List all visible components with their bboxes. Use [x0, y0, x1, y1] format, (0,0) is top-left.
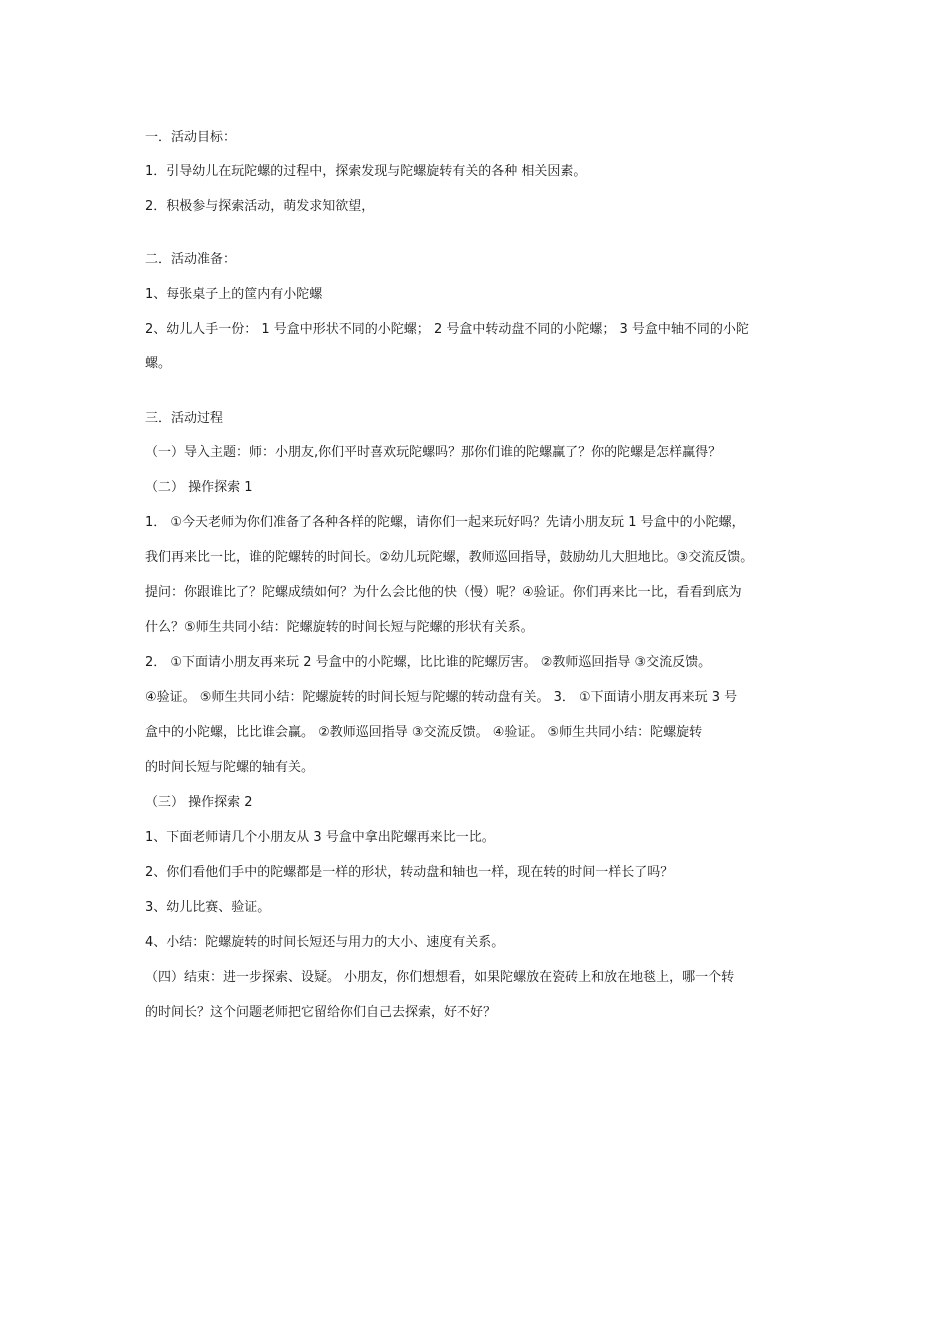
- explore-2-item-4: 4、小结：陀螺旋转的时间长短还与用力的大小、速度有关系。: [145, 935, 505, 950]
- paragraph-line: 什么？⑤师生共同小结：陀螺旋转的时间长短与陀螺的形状有关系。: [145, 620, 534, 635]
- subheading-explore-2: （三） 操作探索 2: [145, 795, 253, 810]
- explore-2-item-1: 1、下面老师请几个小朋友从 3 号盒中拿出陀螺再来比一比。: [145, 830, 495, 845]
- paragraph-line: 的时间长短与陀螺的轴有关。: [145, 760, 315, 775]
- preparation-item-2-cont: 螺。: [145, 356, 172, 371]
- paragraph-line: 盒中的小陀螺，比比谁会赢。 ②教师巡回指导 ③交流反馈。 ④验证。 ⑤师生共同小结：陀螺旋转: [145, 725, 703, 740]
- conclusion-line: 的时间长？这个问题老师把它留给你们自己去探索，好不好？: [145, 1005, 497, 1020]
- section-heading-preparation: 二．活动准备：: [145, 252, 237, 267]
- conclusion-line: （四）结束：进一步探索、设疑。 小朋友，你们想想看，如果陀螺放在瓷砖上和放在地毯上，哪一个转: [145, 970, 735, 985]
- process-intro: （一）导入主题：师：小朋友,你们平时喜欢玩陀螺吗？那你们谁的陀螺赢了？你的陀螺是怎样赢得？: [145, 445, 722, 460]
- explore-2-item-2: 2、你们看他们手中的陀螺都是一样的形状，转动盘和轴也一样，现在转的时间一样长了吗？: [145, 865, 674, 880]
- subheading-explore-1: （二） 操作探索 1: [145, 480, 253, 495]
- section-heading-goals: 一．活动目标：: [145, 130, 237, 145]
- paragraph-line: 提问：你跟谁比了？陀螺成绩如何？为什么会比他的快（慢）呢？④验证。你们再来比一比，看看到底为: [145, 585, 742, 600]
- paragraph-line: ④验证。 ⑤师生共同小结：陀螺旋转的时间长短与陀螺的转动盘有关。 3． ①下面请小朋友再来玩 3 号: [145, 690, 738, 705]
- goal-item-2: 2．积极参与探索活动，萌发求知欲望，: [145, 199, 375, 214]
- paragraph-line: 1． ①今天老师为你们准备了各种各样的陀螺，请你们一起来玩好吗？先请小朋友玩 1 号盒中的小陀螺，: [145, 515, 745, 530]
- paragraph-line: 2． ①下面请小朋友再来玩 2 号盒中的小陀螺，比比谁的陀螺厉害。 ②教师巡回指导 ③交流反馈。: [145, 655, 712, 670]
- paragraph-line: 我们再来比一比，谁的陀螺转的时间长。②幼儿玩陀螺，教师巡回指导，鼓励幼儿大胆地比。③交流反馈。: [145, 550, 754, 565]
- preparation-item-1: 1、每张桌子上的筐内有小陀螺: [145, 287, 323, 302]
- preparation-item-2: 2、幼儿人手一份： 1 号盒中形状不同的小陀螺； 2 号盒中转动盘不同的小陀螺； 3 号盒中轴不同的小陀: [145, 322, 749, 337]
- section-heading-process: 三．活动过程: [145, 411, 224, 426]
- explore-2-item-3: 3、幼儿比赛、验证。: [145, 900, 271, 915]
- goal-item-1: 1．引导幼儿在玩陀螺的过程中，探索发现与陀螺旋转有关的各种 相关因素。: [145, 164, 587, 179]
